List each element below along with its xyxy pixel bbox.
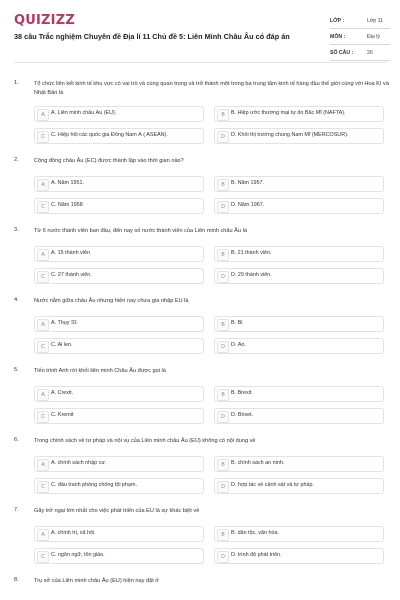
answer-option-b[interactable]	[214, 246, 384, 262]
question-text: Tiến trình Anh rời khỏi liên minh Châu Âu được gọi là	[34, 368, 166, 374]
question-number: 7.	[14, 507, 19, 513]
option-letter: B	[217, 249, 229, 261]
question-text: Gây trở ngại lớn nhất cho việc phát triển của EU là sự khác biệt về	[34, 508, 200, 514]
option-letter: A	[37, 389, 49, 401]
option-text: A. 15 thành viên	[51, 250, 90, 256]
meta-value: 26	[367, 50, 373, 56]
option-letter: B	[217, 389, 229, 401]
option-letter: D	[217, 271, 229, 283]
option-text: C. Ai len.	[51, 342, 73, 348]
option-text: B. Brexit.	[231, 390, 253, 396]
meta-value: Địa lý	[367, 34, 380, 40]
answer-option-b[interactable]	[214, 316, 384, 332]
question-number: 6.	[14, 437, 19, 443]
option-text: A. chính sách nhập cư.	[51, 460, 107, 466]
option-text: D. 29 thành viên.	[231, 272, 272, 278]
option-letter: D	[217, 411, 229, 423]
meta-key: SỐ CÂU :	[330, 50, 354, 56]
option-text: A. Liên minh châu Âu (EU).	[51, 110, 117, 116]
meta-key: LỚP :	[330, 18, 345, 24]
option-text: C. Năm 1958	[51, 202, 83, 208]
answer-option-d[interactable]	[214, 128, 384, 144]
answer-option-c[interactable]	[34, 408, 204, 424]
option-letter: C	[37, 201, 49, 213]
option-letter: C	[37, 271, 49, 283]
answer-option-a[interactable]	[34, 246, 204, 262]
question-number: 1.	[14, 80, 19, 86]
question-text: Từ 6 nước thành viên ban đầu, đến nay số nước thành viên của Liên minh châu Âu là	[34, 228, 247, 234]
option-letter: B	[217, 529, 229, 541]
option-letter: A	[37, 529, 49, 541]
option-text: A. chính trị, xã hội.	[51, 530, 96, 536]
option-text: C. 27 thành viên.	[51, 272, 92, 278]
answer-option-b[interactable]	[214, 176, 384, 192]
answer-option-d[interactable]	[214, 338, 384, 354]
question-number: 2.	[14, 157, 19, 163]
answer-option-a[interactable]	[34, 106, 204, 122]
page-header	[0, 0, 400, 66]
answer-option-c[interactable]	[34, 268, 204, 284]
option-letter: D	[217, 201, 229, 213]
option-text: C. đấu tranh phòng chống tội phạm.	[51, 482, 138, 488]
question-text: Nước nằm giữa châu Âu nhưng hiện nay chưa gia nhập EU là	[34, 298, 189, 304]
option-letter: A	[37, 459, 49, 471]
option-text: B. Hiệp ước thương mại tự do Bắc Mĩ (NAFTA).	[231, 110, 346, 116]
option-text: B. dân tộc, văn hóa.	[231, 530, 279, 536]
meta-value: Lớp 11	[367, 18, 383, 24]
option-text: B. Bỉ.	[231, 320, 244, 326]
quizizz-logo: QUIZIZZ	[14, 13, 75, 28]
option-text: C. Kremit	[51, 412, 74, 418]
question-number: 5.	[14, 367, 19, 373]
answer-option-c[interactable]	[34, 338, 204, 354]
question-text: Trụ sở của Liên minh châu Âu (EU) hiện nay đặt ở	[34, 578, 159, 584]
option-text: D. Brixet.	[231, 412, 254, 418]
option-text: C. Hiệp hội các quốc gia Đông Nam Á ( ASEAN).	[51, 132, 168, 138]
answer-option-c[interactable]	[34, 198, 204, 214]
option-letter: C	[37, 481, 49, 493]
option-letter: A	[37, 109, 49, 121]
option-text: A. Năm 1951.	[51, 180, 84, 186]
option-letter: D	[217, 551, 229, 563]
answer-option-b[interactable]	[214, 456, 384, 472]
option-text: A. Crexit.	[51, 390, 74, 396]
option-letter: C	[37, 341, 49, 353]
document-title: 38 câu Trắc nghiệm Chuyên đề Địa lí 11 Chủ đề 5: Liên Minh Châu Âu có đáp án	[14, 32, 290, 41]
meta-row-question-count	[330, 45, 390, 61]
question-number: 4.	[14, 297, 19, 303]
option-text: B. 21 thành viên.	[231, 250, 272, 256]
meta-key: MÔN :	[330, 34, 346, 40]
header-divider	[14, 62, 386, 63]
option-text: C. ngôn ngữ, tôn giáo.	[51, 552, 105, 558]
option-letter: D	[217, 481, 229, 493]
question-number: 8.	[14, 577, 19, 583]
option-letter: C	[37, 551, 49, 563]
option-letter: C	[37, 411, 49, 423]
option-text: D. hợp tác về cảnh sát và tư pháp.	[231, 482, 314, 488]
question-text: Tổ chức liên kết kinh tế khu vực có vai trò và cùng quan trọng và trở thành một trong ba trung tâm kinh tế hàng đầu thế giới cùng với Hoa Kì và Nhật Bản là	[34, 81, 389, 96]
answer-option-c[interactable]	[34, 478, 204, 494]
answer-option-a[interactable]	[34, 526, 204, 542]
option-text: A. Thụy Sĩ.	[51, 320, 78, 326]
question-number: 3.	[14, 227, 19, 233]
answer-option-a[interactable]	[34, 456, 204, 472]
answer-option-d[interactable]	[214, 478, 384, 494]
meta-row-class	[330, 13, 390, 29]
option-letter: A	[37, 179, 49, 191]
answer-option-d[interactable]	[214, 198, 384, 214]
answer-option-d[interactable]	[214, 548, 384, 564]
answer-option-b[interactable]	[214, 526, 384, 542]
option-text: B. Năm 1957.	[231, 180, 264, 186]
meta-row-subject	[330, 29, 390, 45]
option-letter: B	[217, 179, 229, 191]
answer-option-a[interactable]	[34, 176, 204, 192]
option-letter: A	[37, 249, 49, 261]
question-text: Cộng đồng châu Âu (EC) được thành lập vào thời gian nào?	[34, 158, 184, 164]
answer-option-c[interactable]	[34, 128, 204, 144]
option-text: D. Năm 1967.	[231, 202, 265, 208]
answer-option-c[interactable]	[34, 548, 204, 564]
meta-panel	[330, 13, 390, 61]
option-text: D. trình độ phát triển.	[231, 552, 282, 558]
answer-option-a[interactable]	[34, 386, 204, 402]
answer-option-d[interactable]	[214, 268, 384, 284]
option-letter: D	[217, 131, 229, 143]
answer-option-b[interactable]	[214, 106, 384, 122]
answer-option-b[interactable]	[214, 386, 384, 402]
option-letter: B	[217, 459, 229, 471]
option-letter: C	[37, 131, 49, 143]
answer-option-d[interactable]	[214, 408, 384, 424]
option-text: B. chính sách an ninh.	[231, 460, 285, 466]
option-letter: D	[217, 341, 229, 353]
option-text: D. Áo.	[231, 342, 246, 348]
option-letter: A	[37, 319, 49, 331]
option-letter: B	[217, 109, 229, 121]
question-text: Trong chính sách về tư pháp và nội vụ của Liên minh châu Âu (EU) không có nội dung về	[34, 438, 256, 444]
option-text: D. Khối thị trường chung Nam Mĩ (MERCOSUR).	[231, 132, 349, 138]
answer-option-a[interactable]	[34, 316, 204, 332]
option-letter: B	[217, 319, 229, 331]
